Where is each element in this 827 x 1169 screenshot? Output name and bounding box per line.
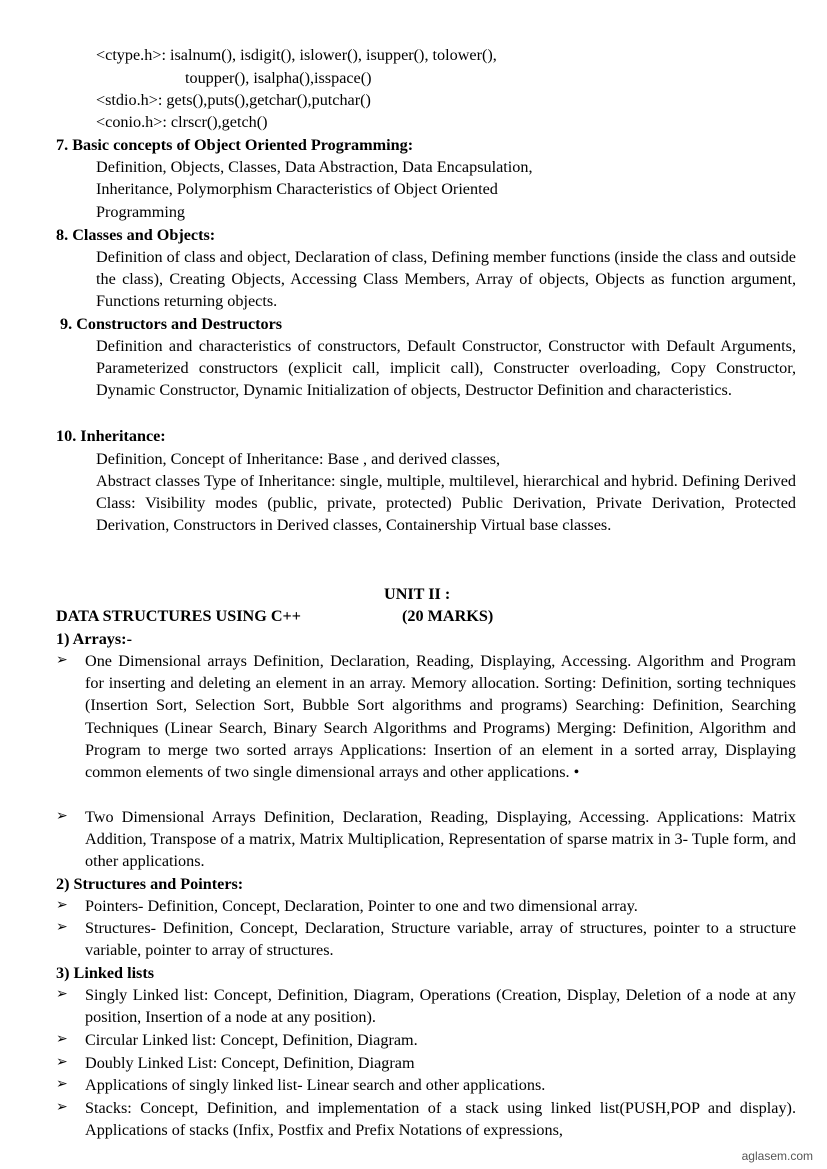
- structures-heading: 2) Structures and Pointers:: [56, 875, 244, 893]
- unit-title: UNIT II :: [384, 585, 451, 603]
- ctype-line-2: toupper(), isalpha(),isspace(): [185, 69, 372, 87]
- arrow-bullet-icon: ➢: [56, 1032, 68, 1047]
- unit-subject-title: DATA STRUCTURES USING C++: [56, 607, 301, 625]
- section-7-heading: 7. Basic concepts of Object Oriented Programming:: [56, 136, 414, 154]
- list-item: Stacks: Concept, Definition, and implementation of a stack using linked list(PUSH,POP and display). Applications of stacks (Infix, Postfix and Prefix Notations of expressions,: [85, 1099, 796, 1140]
- arrow-bullet-icon: ➢: [56, 653, 68, 668]
- section-10-line: Definition, Concept of Inheritance: Base , and derived classes,: [96, 450, 501, 468]
- stdio-line: <stdio.h>: gets(),puts(),getchar(),putchar(): [96, 91, 371, 109]
- list-item: One Dimensional arrays Definition, Declaration, Reading, Displaying, Accessing. Algorithm and Program for inserting and deleting an element in an array. Memory allocation. Sorting: Definition, sorting techniques (Insertion Sort, Selection Sort, Bubble Sort algorithms and programs) Searching: Definition, Searching Techniques (Linear Search, Binary Search Algorithms and Programs) Merging: Definition, Algorithm and Program to merge two sorted arrays Applications: Insertion of an element in a sorted array, Displaying common elements of two single dimensional arrays and other applications. •: [85, 652, 796, 782]
- arrow-bullet-icon: ➢: [56, 809, 68, 824]
- list-item: Circular Linked list: Concept, Definition, Diagram.: [85, 1031, 418, 1049]
- section-7-line: Programming: [96, 203, 186, 221]
- linked-lists-heading: 3) Linked lists: [56, 964, 155, 982]
- section-9-heading: 9. Constructors and Destructors: [60, 315, 283, 333]
- arrow-bullet-icon: ➢: [56, 1077, 68, 1092]
- list-item: Applications of singly linked list- Linear search and other applications.: [85, 1076, 546, 1094]
- list-item: Doubly Linked List: Concept, Definition, Diagram: [85, 1054, 415, 1072]
- list-item: Structures- Definition, Concept, Declaration, Structure variable, array of structures, pointer to a structure variable, pointer to array of structures.: [85, 919, 796, 960]
- ctype-line-1: <ctype.h>: isalnum(), isdigit(), islower(), isupper(), tolower(),: [96, 46, 497, 64]
- watermark: aglasem.com: [741, 1149, 813, 1163]
- arrow-bullet-icon: ➢: [56, 920, 68, 935]
- section-10-body: Abstract classes Type of Inheritance: single, multiple, multilevel, hierarchical and hybrid. Defining Derived Class: Visibility modes (public, private, protected) Public Derivation, Private Derivation, Protected Derivation, Constructors in Derived classes, Containership Virtual base classes.: [96, 472, 796, 535]
- section-8-body: Definition of class and object, Declaration of class, Defining member functions (inside the class and outside the class), Creating Objects, Accessing Class Members, Array of objects, Objects as function argument, Functions returning objects.: [96, 248, 796, 311]
- arrow-bullet-icon: ➢: [56, 898, 68, 913]
- section-9-body: Definition and characteristics of constructors, Default Constructor, Constructor with Default Arguments, Parameterized constructors (explicit call, implicit call), Constructer overloading, Copy Constructor, Dynamic Constructor, Dynamic Initialization of objects, Destructor Definition and characteristics.: [96, 337, 796, 400]
- arrays-heading: 1) Arrays:-: [56, 630, 132, 648]
- conio-line: <conio.h>: clrscr(),getch(): [96, 113, 268, 131]
- section-10-heading: 10. Inheritance:: [56, 427, 166, 445]
- section-8-heading: 8. Classes and Objects:: [56, 226, 216, 244]
- arrow-bullet-icon: ➢: [56, 1100, 68, 1115]
- arrow-bullet-icon: ➢: [56, 987, 68, 1002]
- list-item: Singly Linked list: Concept, Definition, Diagram, Operations (Creation, Display, Deletion of a node at any position, Insertion of a node at any position).: [85, 986, 796, 1027]
- section-7-line: Definition, Objects, Classes, Data Abstraction, Data Encapsulation,: [96, 158, 533, 176]
- unit-marks: (20 MARKS): [402, 607, 494, 625]
- section-7-line: Inheritance, Polymorphism Characteristics of Object Oriented: [96, 180, 498, 198]
- list-item: Two Dimensional Arrays Definition, Declaration, Reading, Displaying, Accessing. Applications: Matrix Addition, Transpose of a matrix, Matrix Multiplication, Representation of sparse matrix in 3- Tuple form, and other applications.: [85, 808, 796, 871]
- list-item: Pointers- Definition, Concept, Declaration, Pointer to one and two dimensional array.: [85, 897, 638, 915]
- arrow-bullet-icon: ➢: [56, 1055, 68, 1070]
